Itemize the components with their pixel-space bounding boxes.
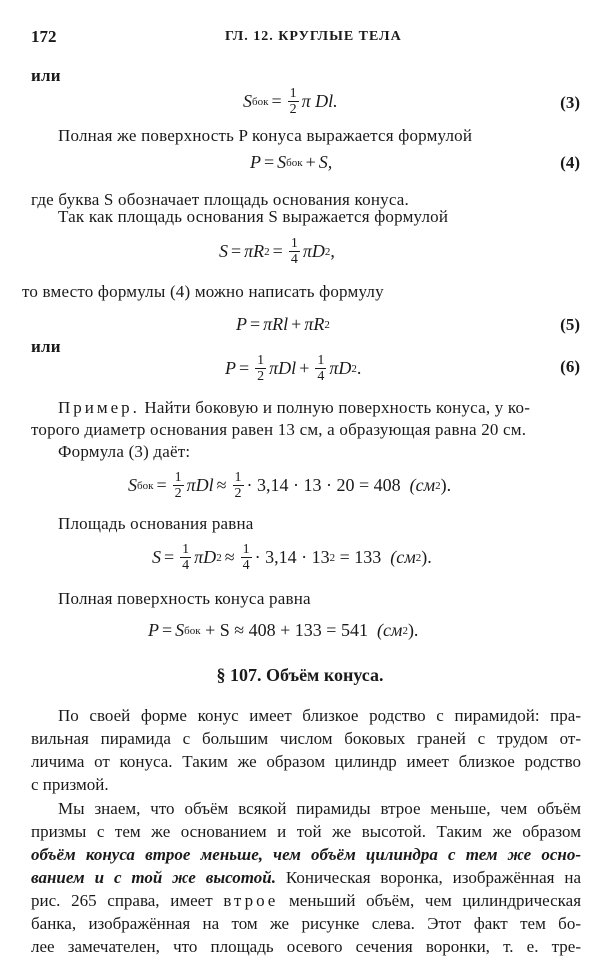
eq-symbol: S [243, 91, 252, 111]
denominator: 2 [289, 102, 297, 117]
fraction [255, 353, 266, 384]
chapter-title: КРУГЛЫЕ ТЕЛА [278, 29, 402, 44]
eq-punct: ). [421, 547, 432, 567]
paragraph-line: лее замечателен, что площадь осевого сечения воронки, т. е. тре- [31, 937, 581, 956]
numerator: 1 [234, 470, 242, 485]
eq-term: πD [329, 358, 352, 378]
eq-exponent: 2 [435, 479, 441, 492]
paragraph-line: призмы с тем же основанием и той же высотой. Таким же образом [31, 822, 581, 841]
chapter-number: ГЛ. 12. [225, 29, 274, 44]
eq-symbol: P [148, 620, 159, 640]
paragraph-line: личима от конуса. Таким же образом цилиндр имеет близкое родство [31, 752, 581, 771]
eq-term: · 3,14 · 13 [254, 547, 330, 567]
fraction [289, 236, 300, 267]
text-ili: или [31, 337, 61, 356]
paragraph-2 [31, 797, 581, 958]
fraction [233, 470, 244, 501]
paragraph-line [31, 889, 581, 912]
equation-label: (3) [560, 93, 580, 112]
equation-lateral-value [128, 470, 451, 501]
equation-label: (5) [560, 315, 580, 334]
fraction [180, 542, 191, 573]
emphasis-text: ванием и с той же высотой. [31, 868, 276, 887]
text-ili: или [31, 66, 61, 85]
eq-term: πDl [186, 475, 214, 495]
eq-exponent: 2 [324, 245, 331, 258]
example-line-1 [58, 398, 580, 418]
eq-exponent: 2 [415, 551, 422, 564]
numerator: 1 [182, 542, 190, 557]
denominator: 4 [290, 252, 298, 267]
eq-unit: (см [376, 620, 403, 640]
eq-operator: = [250, 314, 261, 334]
fraction [241, 542, 252, 573]
eq-term: πD [194, 547, 217, 567]
fraction [288, 86, 299, 117]
eq-operator: = [264, 152, 275, 172]
equation-4 [250, 152, 332, 173]
eq-term: πR [304, 314, 325, 334]
paragraph-text: Коническая воронка, изображённая на [285, 868, 581, 887]
denominator: 4 [317, 369, 325, 384]
eq-operator: = [231, 241, 242, 261]
eq-term: · 3,14 · 13 · 20 [246, 475, 355, 495]
eq-operator: = [162, 620, 173, 640]
eq-subscript: бок [286, 156, 303, 169]
text-line: Полная поверхность конуса равна [58, 589, 311, 608]
eq-term: πR [244, 241, 265, 261]
eq-exponent: 2 [264, 245, 270, 258]
equation-base-value [152, 542, 432, 573]
eq-punct: ). [407, 620, 419, 640]
numerator: 1 [290, 236, 298, 251]
equation-6 [225, 353, 361, 384]
paragraph-line [31, 866, 581, 889]
denominator: 4 [182, 558, 190, 573]
fraction [173, 470, 184, 501]
example-line-2: торого диаметр основания равен 13 см, а образующая равна 20 см. [31, 420, 527, 439]
eq-operator: + [299, 358, 310, 378]
denominator: 4 [242, 558, 250, 573]
equation-label: (4) [560, 153, 580, 172]
eq-operator: ≈ [216, 475, 227, 495]
example-text: Найти боковую и полную поверхность конуса, у ко- [144, 398, 531, 417]
eq-term: πDl [269, 358, 297, 378]
eq-symbol: S [152, 547, 161, 567]
paragraph-line: По своей форме конус имеет близкое родство с пирамидой: пра- [58, 706, 581, 725]
eq-operator: + [305, 152, 316, 172]
spaced-emphasis: втрое [223, 891, 279, 910]
text-line: то вместо формулы (4) можно написать формулу [22, 282, 384, 301]
eq-term: πD [302, 241, 325, 261]
eq-operator: ≈ [224, 547, 235, 567]
eq-operator: + [291, 314, 302, 334]
text-line: где буква S обозначает площадь основания конуса. [31, 190, 409, 209]
denominator: 2 [257, 369, 265, 384]
equation-total-value [148, 620, 418, 641]
eq-term: S, [318, 152, 333, 172]
denominator: 2 [174, 486, 182, 501]
eq-subscript: бок [137, 479, 154, 492]
eq-result: = 133 [339, 547, 382, 567]
eq-symbol: P [225, 358, 236, 378]
equation-5 [236, 314, 330, 335]
eq-punct: . [356, 358, 362, 378]
numerator: 1 [242, 542, 250, 557]
eq-operator: = [164, 547, 175, 567]
numerator: 1 [257, 353, 265, 368]
eq-exponent: 2 [216, 551, 222, 564]
paragraph-1 [31, 704, 581, 796]
eq-symbol: S [128, 475, 137, 495]
eq-term: π Dl. [301, 91, 338, 111]
example-label: Пример. [58, 398, 140, 417]
equation-3 [243, 86, 338, 117]
paragraph-line: вильная пирамида с большим числом боковых граней с трудом от- [31, 729, 581, 748]
eq-operator: = [239, 358, 250, 378]
paragraph-text: рис. 265 справа, имеет [31, 891, 213, 910]
denominator: 2 [234, 486, 242, 501]
eq-symbol: P [236, 314, 247, 334]
eq-unit: (см [409, 475, 436, 495]
eq-exponent: 2 [351, 362, 357, 375]
fraction [315, 353, 326, 384]
eq-exponent: 2 [402, 624, 408, 637]
numerator: 1 [289, 86, 297, 101]
eq-subscript: бок [184, 624, 201, 637]
eq-operator: = [271, 91, 282, 111]
eq-symbol: S [219, 241, 228, 261]
eq-operator: = [156, 475, 167, 495]
numerator: 1 [174, 470, 182, 485]
paragraph-line: банка, изображённая на том же рисунке слева. Этот факт тем бо- [31, 914, 581, 933]
eq-exponent: 2 [329, 551, 336, 564]
running-header [225, 29, 402, 45]
eq-unit: (см [390, 547, 416, 567]
text-line: Площадь основания равна [58, 514, 254, 533]
text-line: Так как площадь основания S выражается формулой [58, 207, 449, 226]
eq-exponent: 2 [324, 318, 330, 331]
numerator: 1 [317, 353, 325, 368]
paragraph-line: с призмой. [31, 775, 109, 794]
equation-base-area [219, 236, 335, 267]
eq-symbol: S [175, 620, 185, 640]
paragraph-line: Мы знаем, что объём всякой пирамиды втрое меньше, чем объём [58, 799, 581, 818]
eq-operator: = [272, 241, 283, 261]
eq-symbol: P [250, 152, 261, 172]
text-line: Формула (3) даёт: [58, 442, 191, 461]
eq-result: = 408 [359, 475, 401, 495]
paragraph-text: меньший объём, чем цилиндрическая [289, 891, 582, 910]
eq-term: πRl [263, 314, 289, 334]
equation-label: (6) [560, 357, 580, 376]
text-line: Полная же поверхность P конуса выражается формулой [58, 126, 473, 145]
eq-subscript: бок [252, 95, 269, 108]
eq-punct: ). [440, 475, 452, 495]
paragraph-line-emphasis: объём конуса втрое меньше, чем объём цилиндра с тем же осно- [31, 845, 581, 864]
eq-term: + S ≈ 408 + 133 = 541 [205, 620, 368, 640]
eq-symbol: S [277, 152, 287, 172]
page-number: 172 [31, 27, 57, 46]
eq-punct: , [330, 241, 335, 261]
section-heading: § 107. Объём конуса. [216, 665, 384, 685]
